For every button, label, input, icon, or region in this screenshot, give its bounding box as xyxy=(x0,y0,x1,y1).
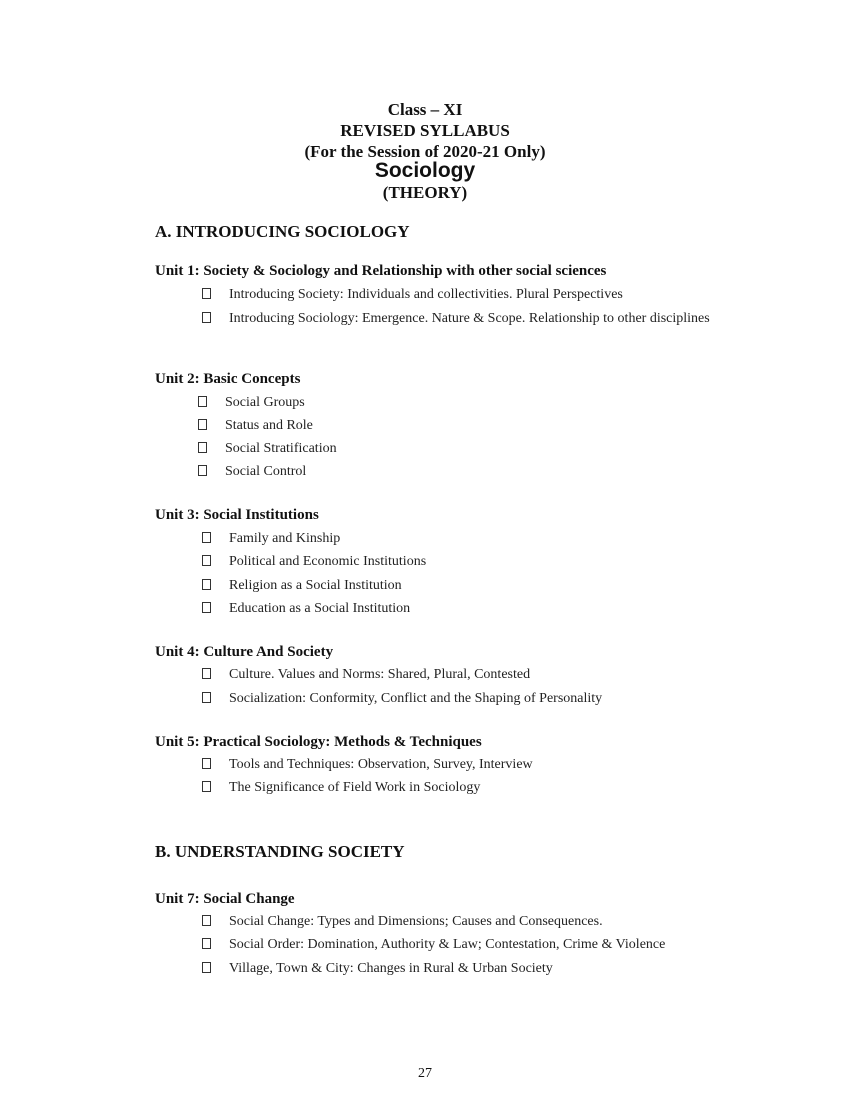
checkbox-bullet-icon xyxy=(202,602,211,613)
checkbox-bullet-icon xyxy=(202,288,211,299)
subject-title: Sociology xyxy=(374,159,476,182)
class-heading: Class – XI xyxy=(387,100,463,119)
checkbox-bullet-icon xyxy=(202,758,211,769)
unit-2-heading: Unit 2: Basic Concepts xyxy=(155,371,301,387)
unit-4-heading: Unit 4: Culture And Society xyxy=(155,644,334,660)
checkbox-bullet-icon xyxy=(202,692,211,703)
checkbox-bullet-icon xyxy=(202,579,211,590)
checkbox-bullet-icon xyxy=(202,938,211,949)
checkbox-bullet-icon xyxy=(202,962,211,973)
list-item: Culture. Values and Norms: Shared, Plural, Contested xyxy=(202,667,530,683)
list-item: Introducing Society: Individuals and collectivities. Plural Perspectives xyxy=(202,287,623,303)
checkbox-bullet-icon xyxy=(198,419,207,430)
syllabus-heading: REVISED SYLLABUS xyxy=(340,121,510,140)
checkbox-bullet-icon xyxy=(202,555,211,566)
checkbox-bullet-icon xyxy=(202,668,211,679)
checkbox-bullet-icon xyxy=(202,312,211,323)
checkbox-bullet-icon xyxy=(198,396,207,407)
list-item: Social Order: Domination, Authority & Law; Contestation, Crime & Violence xyxy=(202,937,665,953)
checkbox-bullet-icon xyxy=(202,781,211,792)
list-item: Social Change: Types and Dimensions; Causes and Consequences. xyxy=(202,914,603,930)
unit-1-heading: Unit 1: Society & Sociology and Relationship with other social sciences xyxy=(155,263,607,279)
list-item: Introducing Sociology: Emergence. Nature & Scope. Relationship to other disciplines xyxy=(202,311,710,327)
page-number: 27 xyxy=(418,1066,432,1081)
checkbox-bullet-icon xyxy=(198,465,207,476)
list-item: Religion as a Social Institution xyxy=(202,578,402,594)
list-item: Social Groups xyxy=(198,395,305,411)
list-item: Social Control xyxy=(198,464,306,480)
session-heading: (For the Session of 2020-21 Only) xyxy=(304,142,546,161)
list-item: Tools and Techniques: Observation, Survey, Interview xyxy=(202,757,533,773)
list-item: Family and Kinship xyxy=(202,531,340,547)
checkbox-bullet-icon xyxy=(198,442,207,453)
checkbox-bullet-icon xyxy=(202,532,211,543)
list-item: Status and Role xyxy=(198,418,313,434)
checkbox-bullet-icon xyxy=(202,915,211,926)
unit-7-heading: Unit 7: Social Change xyxy=(155,891,295,907)
list-item: The Significance of Field Work in Sociology xyxy=(202,780,480,796)
list-item: Education as a Social Institution xyxy=(202,601,410,617)
unit-5-heading: Unit 5: Practical Sociology: Methods & Techniques xyxy=(155,734,482,750)
list-item: Village, Town & City: Changes in Rural & Urban Society xyxy=(202,961,553,977)
list-item: Social Stratification xyxy=(198,441,337,457)
unit-3-heading: Unit 3: Social Institutions xyxy=(155,507,319,523)
paper-type-heading: (THEORY) xyxy=(382,183,468,202)
list-item: Political and Economic Institutions xyxy=(202,554,426,570)
section-a-heading: A. INTRODUCING SOCIOLOGY xyxy=(155,222,410,241)
list-item: Socialization: Conformity, Conflict and the Shaping of Personality xyxy=(202,691,602,707)
section-b-heading: B. UNDERSTANDING SOCIETY xyxy=(155,842,405,861)
